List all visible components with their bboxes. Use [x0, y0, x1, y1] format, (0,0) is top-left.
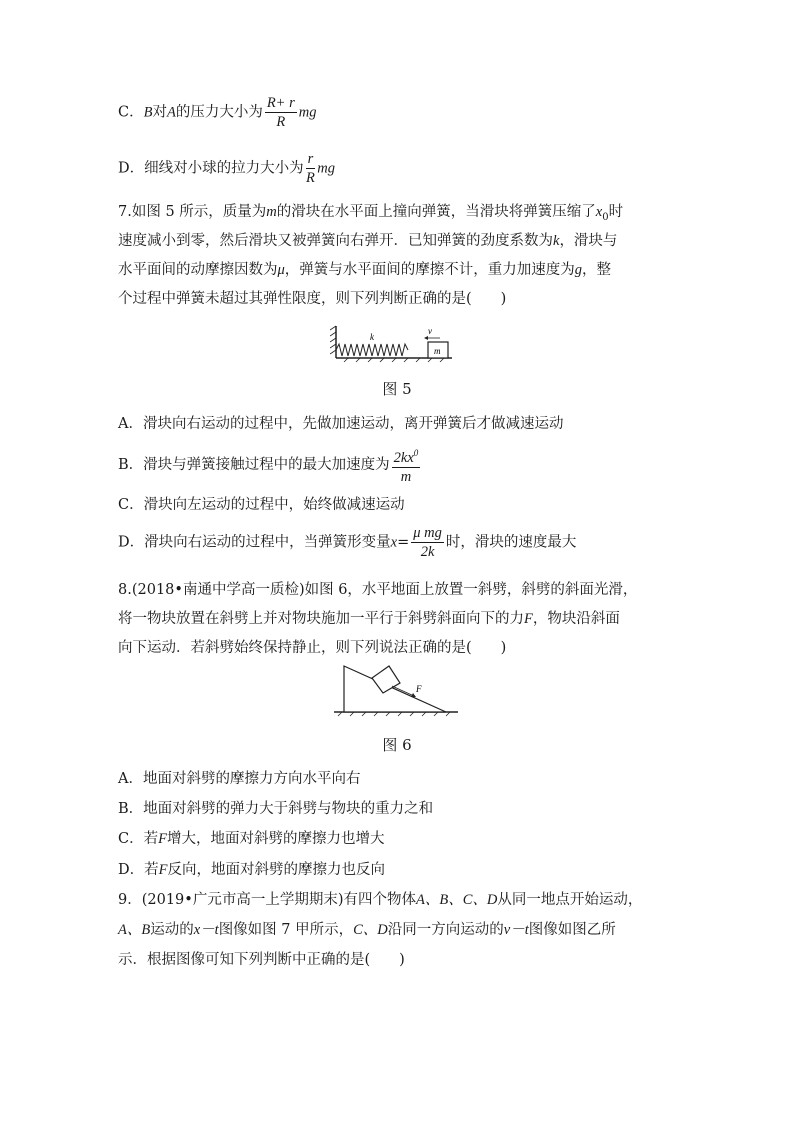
q8-stem-line2: 将一物块放置在斜劈上并对物块施加一平行于斜劈斜面向下的力F，物块沿斜面 — [118, 611, 620, 627]
q8-option-c[interactable]: C．若F增大，地面对斜劈的摩擦力也增大 — [118, 831, 385, 847]
q9-stem-line3: 示．根据图像可知下列判断中正确的是( ) — [118, 952, 405, 968]
fig-label-m: m — [434, 346, 441, 356]
q7-option-d[interactable]: D．滑块向右运动的过程中，当弹簧形变量x= $\frac{\text{μ mg}}{2k}$ 时，滑块的速度最大 — [118, 525, 577, 560]
wedge — [344, 666, 446, 712]
q7-stem-line3: 水平面间的动摩擦因数为μ，弹簧与水平面间的摩擦不计，重力加速度为g，整 — [118, 262, 612, 278]
q7-option-c[interactable]: C．滑块向左运动的过程中，始终做减速运动 — [118, 497, 405, 513]
q6-option-d[interactable]: D．细线对小球的拉力大小为 $\frac{r}{R}$ mg — [118, 151, 336, 186]
fig-label-v: v — [428, 326, 432, 336]
q8-stem-line3: 向下运动．若斜劈始终保持静止，则下列说法正确的是( ) — [118, 640, 507, 656]
q8-option-a[interactable]: A．地面对斜劈的摩擦力方向水平向右 — [118, 771, 361, 787]
q8-stem-line1: 8.(2018•南通中学高一质检)如图 6，水平地面上放置一斜劈，斜劈的斜面光滑， — [118, 582, 638, 598]
q9-stem-line2: A、B运动的x－t图像如图 7 甲所示，C、D沿同一方向运动的v－t图像如图乙所 — [118, 922, 616, 938]
figure-6-incline — [334, 662, 460, 718]
fraction: $\frac{\text{μ mg}}{2k}$ — [413, 525, 442, 560]
q7-option-b[interactable]: B．滑块与弹簧接触过程中的最大加速度为 $\frac{2kx^0}{m}$ — [118, 444, 422, 486]
q9-stem-line1: 9．(2019•广元市高一上学期期末)有四个物体A、B、C、D从同一地点开始运动， — [118, 892, 643, 908]
fig-label-F: F — [416, 684, 422, 694]
q7-stem-line2: 速度减小到零，然后滑块又被弹簧向右弹开．已知弹簧的劲度系数为k，滑块与 — [118, 233, 618, 249]
figure-5-caption: 图 5 — [382, 380, 412, 398]
q7-stem-line4: 个过程中弹簧未超过其弹性限度，则下列判断正确的是( ) — [118, 291, 507, 307]
q7-stem-line1: 7.如图 5 所示，质量为m的滑块在水平面上撞向弹簧，当滑块将弹簧压缩了$x_0$时 — [118, 204, 624, 223]
q8-option-d[interactable]: D．若F反向，地面对斜劈的摩擦力也反向 — [118, 862, 385, 878]
fraction: $\frac{2kx^0}{m}$ — [392, 444, 421, 486]
spring — [336, 344, 408, 356]
q8-option-b[interactable]: B．地面对斜劈的弹力大于斜劈与物块的重力之和 — [118, 801, 434, 817]
figure-6-caption: 图 6 — [382, 736, 412, 754]
figure-5-spring-block — [330, 322, 460, 364]
q7-option-a[interactable]: A．滑块向右运动的过程中，先做加速运动，离开弹簧后才做减速运动 — [118, 416, 564, 432]
fig-label-k: k — [370, 332, 374, 342]
fraction: $\frac{r}{R}$ — [306, 151, 315, 186]
fraction: $\frac{R+ r}{R}$ — [266, 95, 295, 130]
q6-option-c[interactable]: C．B对A的压力大小为 $\frac{R+ r}{R}$ mg — [118, 95, 317, 130]
